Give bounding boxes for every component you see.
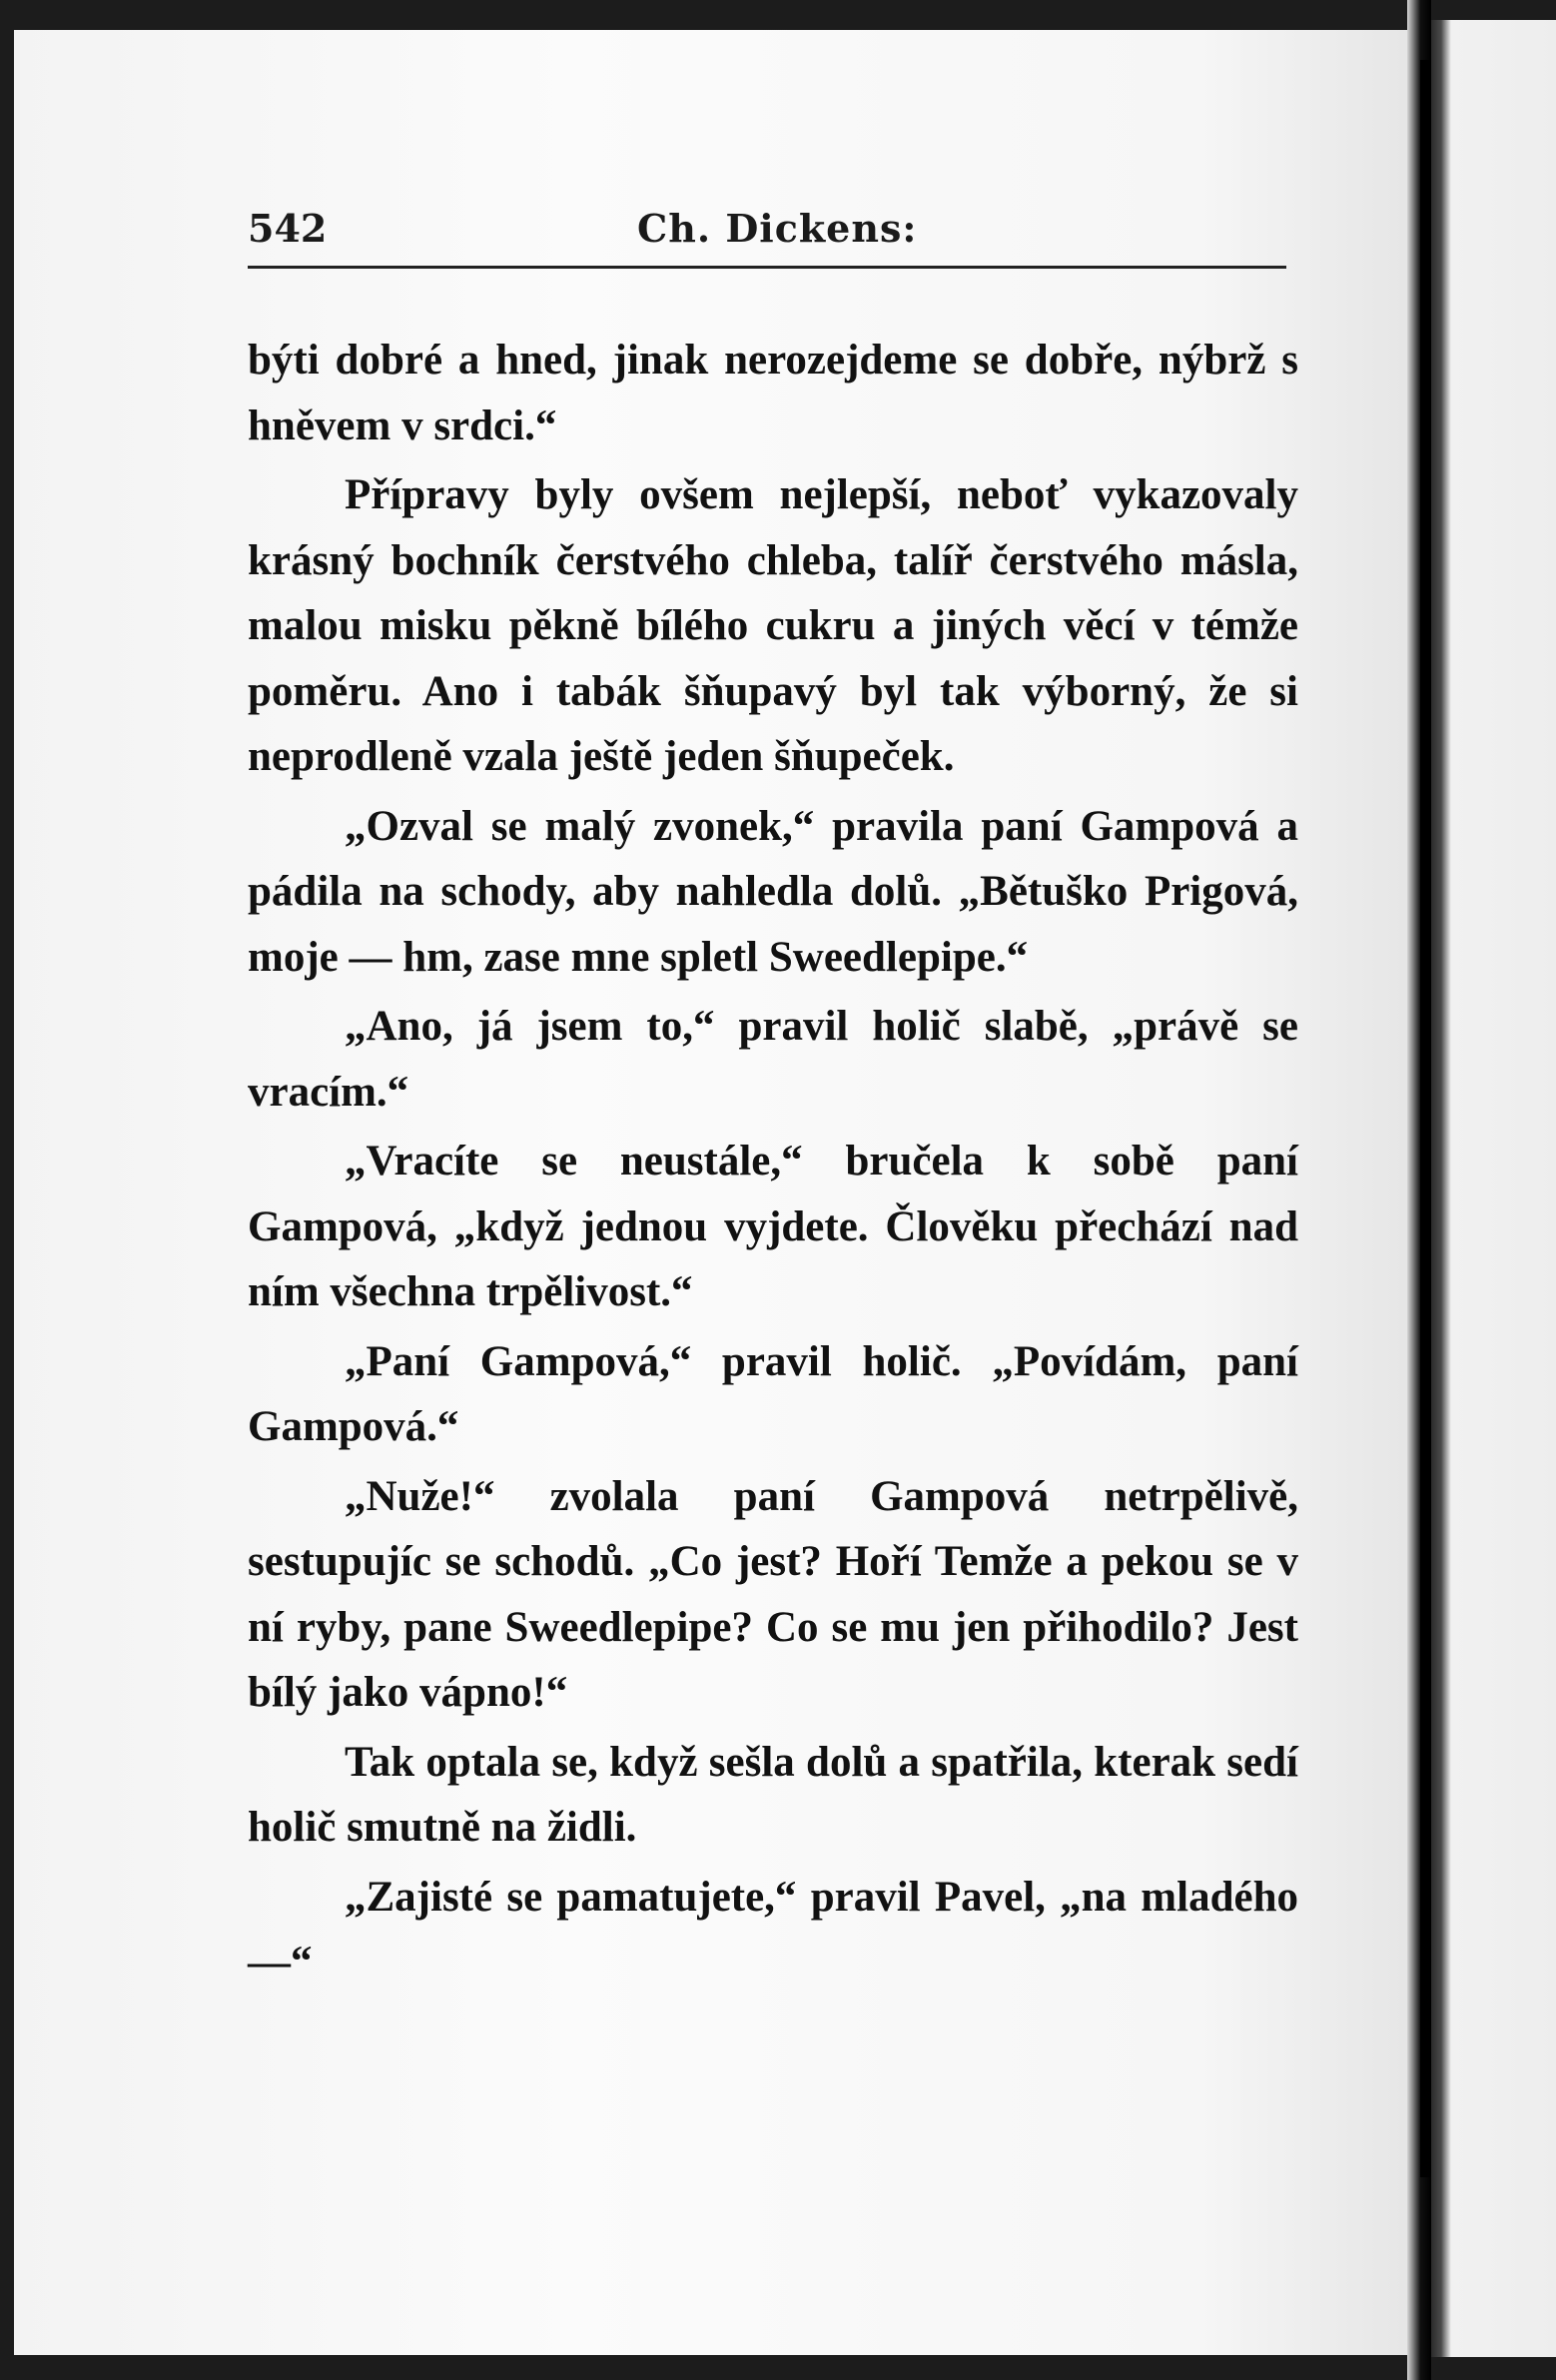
paragraph: „Ano, já jsem to,“ pravil holič slabě, „právě se vracím.“ bbox=[248, 1003, 1298, 1116]
body-text bbox=[248, 328, 1298, 1999]
paragraph: „Zajisté se pamatujete,“ pravil Pavel, „na mladého —“ bbox=[248, 1873, 1298, 1985]
paragraph: Přípravy byly ovšem nejlepší, neboť vykazovaly krásný bochník čerstvého chleba, talíř čerstvého másla, malou misku pěkně bílého cukru a jiných věcí v témže poměru. Ano i tabák šňupavý byl tak výborný, že si neprodleně vzala ještě jeden šňupeček. bbox=[248, 471, 1298, 780]
page-number: 542 bbox=[248, 206, 328, 251]
paragraph: Tak optala se, když sešla dolů a spatřila, kterak sedí holič smutně na židli. bbox=[248, 1738, 1298, 1851]
paragraph: „Paní Gampová,“ pravil holič. „Povídám, paní Gampová.“ bbox=[248, 1337, 1298, 1450]
paragraph: býti dobré a hned, jinak nerozejdeme se dobře, nýbrž s hněvem v srdci.“ bbox=[248, 337, 1298, 449]
page-header bbox=[248, 198, 1286, 270]
facing-page-edge bbox=[1431, 20, 1556, 2357]
running-head: Ch. Dickens: bbox=[637, 206, 918, 251]
paragraph: „Vracíte se neustále,“ bručela k sobě paní Gampová, „když jednou vyjdete. Člověku přechází nad ním všechna trpělivost.“ bbox=[248, 1138, 1298, 1315]
paragraph: „Ozval se malý zvonek,“ pravila paní Gampová a pádila na schody, aby nahledla dolů. „Bětuško Prigová, moje — hm, zase mne spletl Sweedlepipe.“ bbox=[248, 802, 1298, 981]
paragraph: „Nuže!“ zvolala paní Gampová netrpělivě, sestupujíc se schodů. „Co jest? Hoří Temže a pekou se v ní ryby, pane Sweedlepipe? Co se mu jen přihodilo? Jest bílý jako vápno!“ bbox=[248, 1472, 1298, 1716]
header-rule bbox=[248, 266, 1286, 269]
